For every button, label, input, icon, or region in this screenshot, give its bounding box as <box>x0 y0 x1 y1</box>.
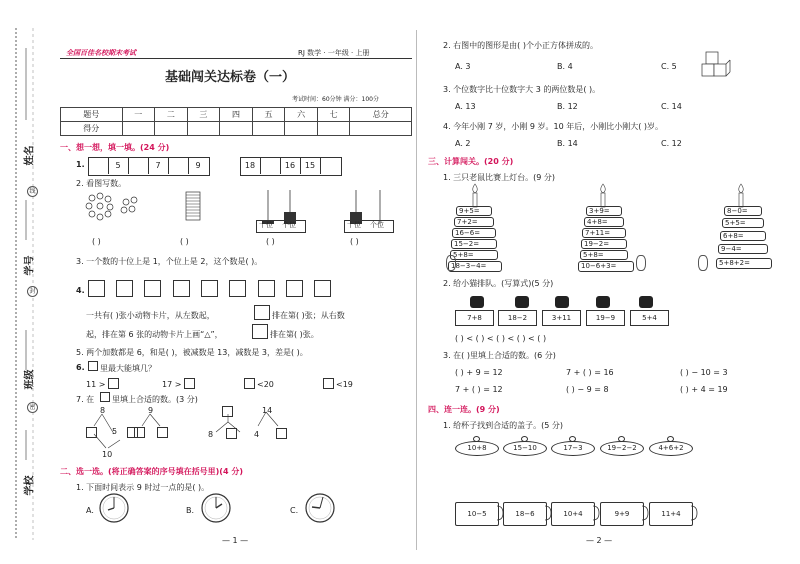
animal-card-icon <box>144 280 161 297</box>
seq-b-cell: 16 <box>280 157 301 174</box>
score-input-cell[interactable] <box>285 122 318 136</box>
tower-3-step: 5+5= <box>722 218 764 228</box>
q6-item-4: <19 <box>336 380 353 389</box>
cup-lid[interactable]: 15−10 <box>503 441 547 456</box>
clock-option-label[interactable]: B. <box>186 506 195 515</box>
tower-2-step: 19−2= <box>581 239 627 249</box>
answer-box <box>100 392 110 402</box>
bond-number: 9 <box>148 406 154 415</box>
section-4-title: 四、连一连。(9 分) <box>428 405 500 414</box>
bond-number: 14 <box>262 406 273 415</box>
counting-circles-figure <box>86 193 137 220</box>
answer-box[interactable] <box>88 361 98 371</box>
school-label: 学校 <box>24 475 36 496</box>
q4-number: 4. <box>76 286 85 295</box>
q6-item-1: 11 > <box>86 380 106 389</box>
score-cell: 题号 <box>61 108 123 122</box>
q2-answer-paren[interactable]: ( ) <box>266 237 275 246</box>
s3-q3-text: 3. 在( )里填上合适的数。(6 分) <box>443 351 556 360</box>
clock-option-label[interactable]: A. <box>86 506 94 515</box>
animal-card-icon <box>254 305 270 320</box>
s2-q1-text: 1. 下面时间表示 9 时过一点的是( )。 <box>76 483 210 492</box>
s4-q1-text: 1. 给杯子找到合适的盖子。(5 分) <box>443 421 564 430</box>
bond-number: 5 <box>112 427 118 436</box>
tower-2-step: 3+9= <box>586 206 622 216</box>
animal-card-icon <box>173 280 190 297</box>
q3-text: 3. 一个数的十位上是 1，个位上是 2，这个数是( )。 <box>76 257 263 266</box>
r-q2-option[interactable]: A. 3 <box>455 62 471 71</box>
score-cell: 三 <box>187 108 220 122</box>
r-q3-option[interactable]: C. 14 <box>661 102 682 111</box>
mouse-icon <box>446 255 456 271</box>
tower-1-step: 18−3−4= <box>448 261 502 272</box>
tower-1-step: 5+8= <box>450 250 498 260</box>
tower-3-step: 9−4= <box>718 244 768 254</box>
answer-box[interactable] <box>86 427 97 438</box>
cat-flag: 19−9 <box>586 310 625 326</box>
fill-equation[interactable]: ( ) + 9 = 12 <box>455 368 503 377</box>
animal-card-row <box>88 280 348 300</box>
q6-text: 里最大能填几？ <box>100 364 156 373</box>
page-number-right: — 2 — <box>586 536 613 545</box>
student-id-label: 学号 <box>24 255 36 276</box>
cup-lid[interactable]: 10+8 <box>455 441 499 456</box>
q2-answer-paren[interactable]: ( ) <box>92 237 101 246</box>
abacus-label-ones: 个位 <box>282 221 296 229</box>
cat-icon <box>555 296 569 308</box>
mouse-icon <box>698 255 708 271</box>
mouse-icon <box>636 255 646 271</box>
animal-card-icon <box>201 280 218 297</box>
q7-text: 7. 在 <box>76 395 95 404</box>
score-table <box>60 107 412 136</box>
q2-answer-paren[interactable]: ( ) <box>350 237 359 246</box>
answer-box[interactable] <box>134 427 145 438</box>
score-row-label: 得分 <box>61 122 123 136</box>
fill-equation[interactable]: ( ) + 4 = 19 <box>680 385 728 394</box>
score-input-cell[interactable] <box>155 122 188 136</box>
r-q3-option[interactable]: B. 12 <box>557 102 578 111</box>
animal-card-icon <box>258 280 275 297</box>
clock-icon <box>98 492 130 524</box>
r-q3-option[interactable]: A. 13 <box>455 102 476 111</box>
page-title: 基础闯关达标卷（一） <box>165 70 296 85</box>
cup[interactable]: 10+4 <box>551 502 595 526</box>
score-input-cell[interactable] <box>122 122 155 136</box>
score-input-cell[interactable] <box>350 122 412 136</box>
binding-strip <box>0 0 55 564</box>
q4-line1: 一共有( )张小动物卡片，从左数起， <box>86 311 215 320</box>
answer-box[interactable] <box>276 428 287 439</box>
cup-lid[interactable]: 17−3 <box>551 441 595 456</box>
section-3-title: 三、计算闯关。(20 分) <box>428 157 514 166</box>
cup[interactable]: 9+9 <box>600 502 644 526</box>
series-title: 全国百佳名校期末考试 <box>66 49 136 57</box>
fill-equation[interactable]: ( ) − 9 = 8 <box>566 385 609 394</box>
r-q4-option[interactable]: C. 12 <box>661 139 682 148</box>
section-1-title: 一、想一想，填一填。(24 分) <box>60 143 170 152</box>
clock-icon <box>304 492 336 524</box>
cube-stack-figure <box>700 50 734 80</box>
page-number-left: — 1 — <box>222 536 249 545</box>
score-table-header-row <box>61 108 412 122</box>
score-cell: 二 <box>155 108 188 122</box>
exam-meta: 考试时间：60分钟 满分：100分 <box>292 96 379 103</box>
header-rule <box>60 58 412 59</box>
q6-item-3: <20 <box>257 380 274 389</box>
fill-equation[interactable]: 7 + ( ) = 16 <box>566 368 614 377</box>
tower-1-step: 7+2= <box>454 217 494 227</box>
abacus-two-figure <box>350 190 380 224</box>
bond-number: 8 <box>100 406 106 415</box>
animal-card-icon <box>116 280 133 297</box>
tower-2-step: 7+11= <box>582 228 626 238</box>
q6-number: 6. <box>76 363 85 372</box>
score-input-cell[interactable] <box>252 122 285 136</box>
tower-2-step: 4+8= <box>584 217 624 227</box>
cat-flag: 18−2 <box>498 310 537 326</box>
compare-row[interactable]: ( ) < ( ) < ( ) < ( ) < ( ) <box>455 334 547 343</box>
q1-number: 1. <box>76 160 85 169</box>
bond-number: 8 <box>208 430 214 439</box>
cup-lid[interactable]: 4+6+2 <box>649 441 693 456</box>
q7-text-b: 里填上合适的数。(3 分) <box>112 395 198 404</box>
q6-item-2: 17 > <box>162 380 182 389</box>
cat-icon <box>596 296 610 308</box>
answer-box[interactable] <box>108 378 119 389</box>
tower-2 <box>578 206 634 272</box>
seq-a-cell[interactable] <box>168 157 189 174</box>
answer-box[interactable] <box>222 406 233 417</box>
seq-b-cell[interactable] <box>320 157 340 174</box>
candle-icon <box>598 184 608 208</box>
abacus-label-ones: 个位 <box>370 221 384 229</box>
r-q4-text: 4. 今年小刚 7 岁，小刚 9 岁。10 年后，小刚比小刚大( )岁。 <box>443 122 664 131</box>
score-cell: 七 <box>317 108 350 122</box>
score-table-score-row <box>61 122 412 136</box>
candle-icon <box>736 184 746 208</box>
animal-card-icon <box>229 280 246 297</box>
q4-line2: 起，排在第 6 张的动物卡片上画“△”， <box>86 330 223 339</box>
q4-line1b: 排在第( )张；从右数 <box>272 311 345 320</box>
score-cell: 四 <box>220 108 253 122</box>
cut-mark-3: 密 <box>27 402 38 413</box>
score-cell: 五 <box>252 108 285 122</box>
score-input-cell[interactable] <box>317 122 350 136</box>
page-divider <box>416 30 417 550</box>
cup[interactable]: 18−6 <box>503 502 547 526</box>
cup-lid[interactable]: 19−2−2 <box>600 441 644 456</box>
abacus-label-tens: 十位 <box>347 221 361 229</box>
tower-3 <box>716 206 772 272</box>
answer-box[interactable] <box>244 378 255 389</box>
class-label: 班级 <box>24 369 36 390</box>
tower-2-step: 5+8= <box>580 250 628 260</box>
r-q2-option[interactable]: C. 5 <box>661 62 677 71</box>
cat-icon <box>470 296 484 308</box>
animal-card-icon <box>252 324 268 339</box>
score-cell: 一 <box>122 108 155 122</box>
counting-bars-figure <box>186 192 200 220</box>
r-q2-option[interactable]: B. 4 <box>557 62 573 71</box>
q2-text: 2. 看图写数。 <box>76 179 127 188</box>
tower-1-step: 9+5= <box>456 206 492 216</box>
abacus-one-figure <box>262 190 296 224</box>
answer-box[interactable] <box>226 428 237 439</box>
score-input-cell[interactable] <box>220 122 253 136</box>
fill-equation[interactable]: 7 + ( ) = 12 <box>455 385 503 394</box>
tower-1-step: 16−6= <box>452 228 496 238</box>
cup[interactable]: 10−5 <box>455 502 499 526</box>
bond-number: 4 <box>254 430 260 439</box>
tower-3-step: 5+8+2= <box>716 258 772 269</box>
answer-box[interactable] <box>184 378 195 389</box>
cat-flag: 5+4 <box>630 310 669 326</box>
s3-q2-text: 2. 给小猫排队。(写算式)(5 分) <box>443 279 554 288</box>
seq-a-cell[interactable] <box>88 157 109 174</box>
tower-3-step: 8−0= <box>724 206 762 216</box>
seq-a-cell: 7 <box>148 157 169 174</box>
tower-3-step: 6+8= <box>720 231 766 241</box>
score-cell: 六 <box>285 108 318 122</box>
animal-card-icon <box>314 280 331 297</box>
score-cell: 总分 <box>350 108 412 122</box>
cup[interactable]: 11+4 <box>649 502 693 526</box>
subject-line: RJ 数学 · 一年级 · 上册 <box>298 49 370 57</box>
r-q4-option[interactable]: B. 14 <box>557 139 578 148</box>
cat-flag: 3+11 <box>542 310 581 326</box>
cut-mark-2: 封 <box>27 286 38 297</box>
seq-a-cell[interactable] <box>128 157 149 174</box>
r-q3-text: 3. 个位数字比十位数字大 3 的两位数是( )。 <box>443 85 601 94</box>
r-q4-option[interactable]: A. 2 <box>455 139 471 148</box>
tower-2-step: 10−6+3= <box>578 261 634 272</box>
section-2-title: 二、选一选。(将正确答案的序号填在括号里)(4 分) <box>60 467 243 476</box>
clock-option-label[interactable]: C. <box>290 506 299 515</box>
tower-1-step: 15−2= <box>451 239 497 249</box>
seq-b-cell[interactable] <box>260 157 281 174</box>
bond-number: 10 <box>102 450 113 459</box>
q2-answer-paren[interactable]: ( ) <box>180 237 189 246</box>
animal-card-icon <box>286 280 303 297</box>
seq-b-cell: 15 <box>300 157 321 174</box>
fill-equation[interactable]: ( ) − 10 = 3 <box>680 368 728 377</box>
q4-line2b: 排在第( )张。 <box>270 330 319 339</box>
cat-icon <box>639 296 653 308</box>
s3-q1-text: 1. 三只老鼠比赛上灯台。(9 分) <box>443 173 556 182</box>
cut-mark-1: 线 <box>27 186 38 197</box>
name-label: 姓名 <box>24 145 36 166</box>
seq-b-cell: 18 <box>240 157 261 174</box>
q5-text: 5. 两个加数都是 6，和是( )，被减数是 13，减数是 3，差是( )。 <box>76 348 308 357</box>
animal-card-icon <box>88 280 105 297</box>
cat-flag: 7+8 <box>455 310 494 326</box>
cup-handles <box>455 500 705 530</box>
answer-box[interactable] <box>157 427 168 438</box>
r-q2-text: 2. 右图中的图形是由( )个小正方体拼成的。 <box>443 41 598 50</box>
abacus-label-tens: 十位 <box>259 221 273 229</box>
clock-icon <box>200 492 232 524</box>
candle-icon <box>470 184 480 208</box>
cat-icon <box>515 296 529 308</box>
answer-box[interactable] <box>323 378 334 389</box>
seq-a-cell: 5 <box>108 157 129 174</box>
seq-a-cell: 9 <box>195 161 201 170</box>
score-input-cell[interactable] <box>187 122 220 136</box>
